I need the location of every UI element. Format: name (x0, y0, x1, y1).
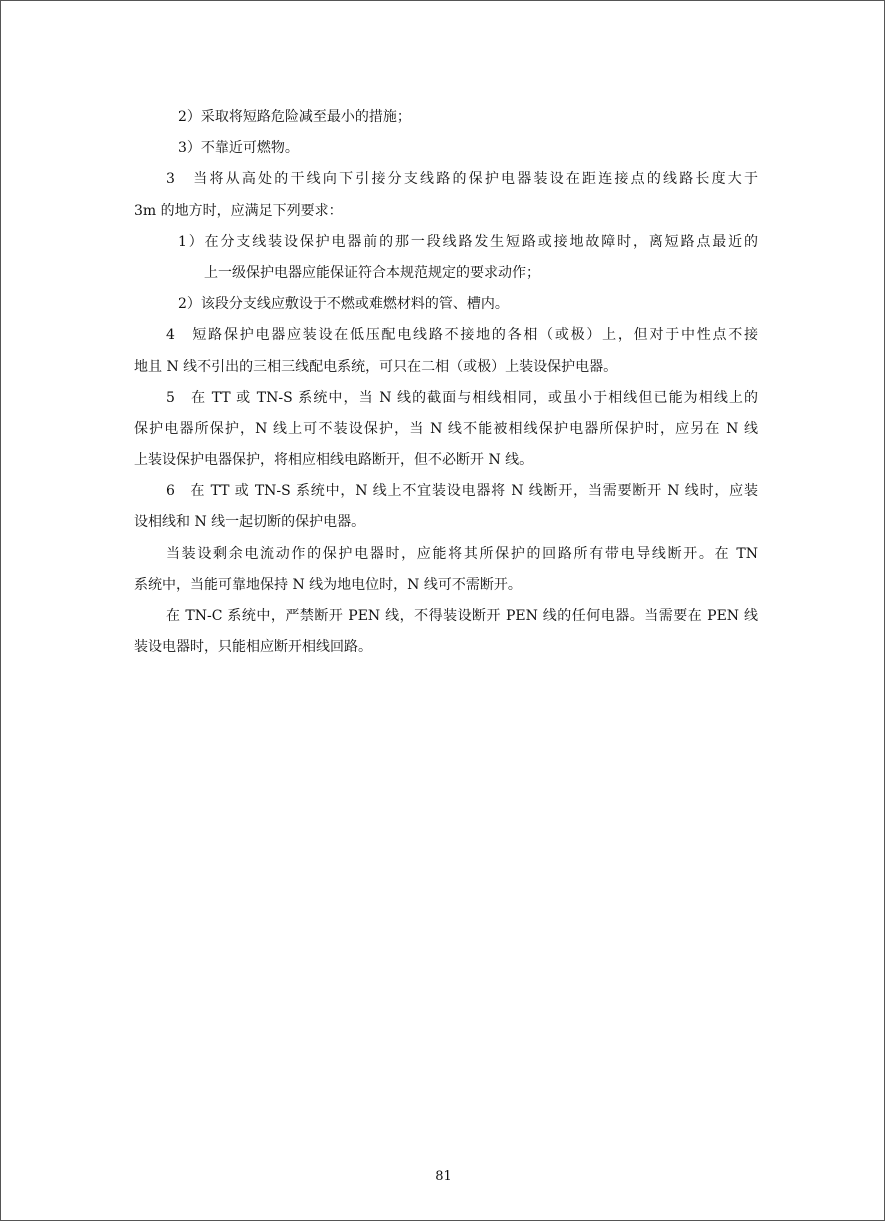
tnc-paragraph-line-2: 装设电器时，只能相应断开相线回路。 (134, 639, 372, 656)
clause-5-line-3: 上装设保护电器保护，将相应相线电路断开，但不必断开 N 线。 (134, 452, 534, 469)
clause-5-line-1: 5 在 TT 或 TN-S 系统中，当 N 线的截面与相线相同，或虽小于相线但已能为相线上的 (166, 389, 758, 406)
clause-5-line-2: 保护电器所保护，N 线上可不装设保护，当 N 线不能被相线保护电器所保护时，应另在 N 线 (134, 420, 758, 437)
rcd-paragraph-line-2: 系统中，当能可靠地保持 N 线为地电位时，N 线可不需断开。 (134, 576, 522, 593)
clause-3-line-1: 3 当将从高处的干线向下引接分支线路的保护电器装设在距连接点的线路长度大于 (166, 171, 758, 188)
clause-4-line-2: 地且 N 线不引出的三相三线配电系统，可只在二相（或极）上装设保护电器。 (134, 358, 618, 375)
tnc-paragraph-line-1: 在 TN-C 系统中，严禁断开 PEN 线，不得装设断开 PEN 线的任何电器。当需要在 PEN 线 (166, 608, 758, 624)
rcd-paragraph-line-1: 当装设剩余电流动作的保护电器时，应能将其所保护的回路所有带电导线断开。在 TN (166, 545, 758, 562)
clause-6-line-2: 设相线和 N 线一起切断的保护电器。 (134, 514, 366, 531)
list-item-2-minimize-danger: 2）采取将短路危险减至最小的措施； (178, 109, 411, 125)
page-number: 81 (435, 1169, 452, 1184)
document-body (134, 102, 758, 663)
list-item-1-line-1: 1）在分支线装设保护电器前的那一段线路发生短路或接地故障时，离短路点最近的 (178, 233, 758, 250)
list-item-3-not-near-combustibles: 3）不靠近可燃物。 (178, 140, 299, 157)
list-item-2-conduit: 2）该段分支线应敷设于不燃或难燃材料的管、槽内。 (178, 296, 509, 313)
clause-4-line-1: 4 短路保护电器应装设在低压配电线路不接地的各相（或极）上，但对于中性点不接 (166, 327, 758, 344)
clause-3-line-2: 3m 的地方时，应满足下列要求： (134, 202, 343, 219)
list-item-1-line-2: 上一级保护电器应能保证符合本规范规定的要求动作； (204, 264, 540, 281)
clause-6-line-1: 6 在 TT 或 TN-S 系统中，N 线上不宜装设电器将 N 线断开，当需要断开 N 线时，应装 (166, 483, 758, 500)
